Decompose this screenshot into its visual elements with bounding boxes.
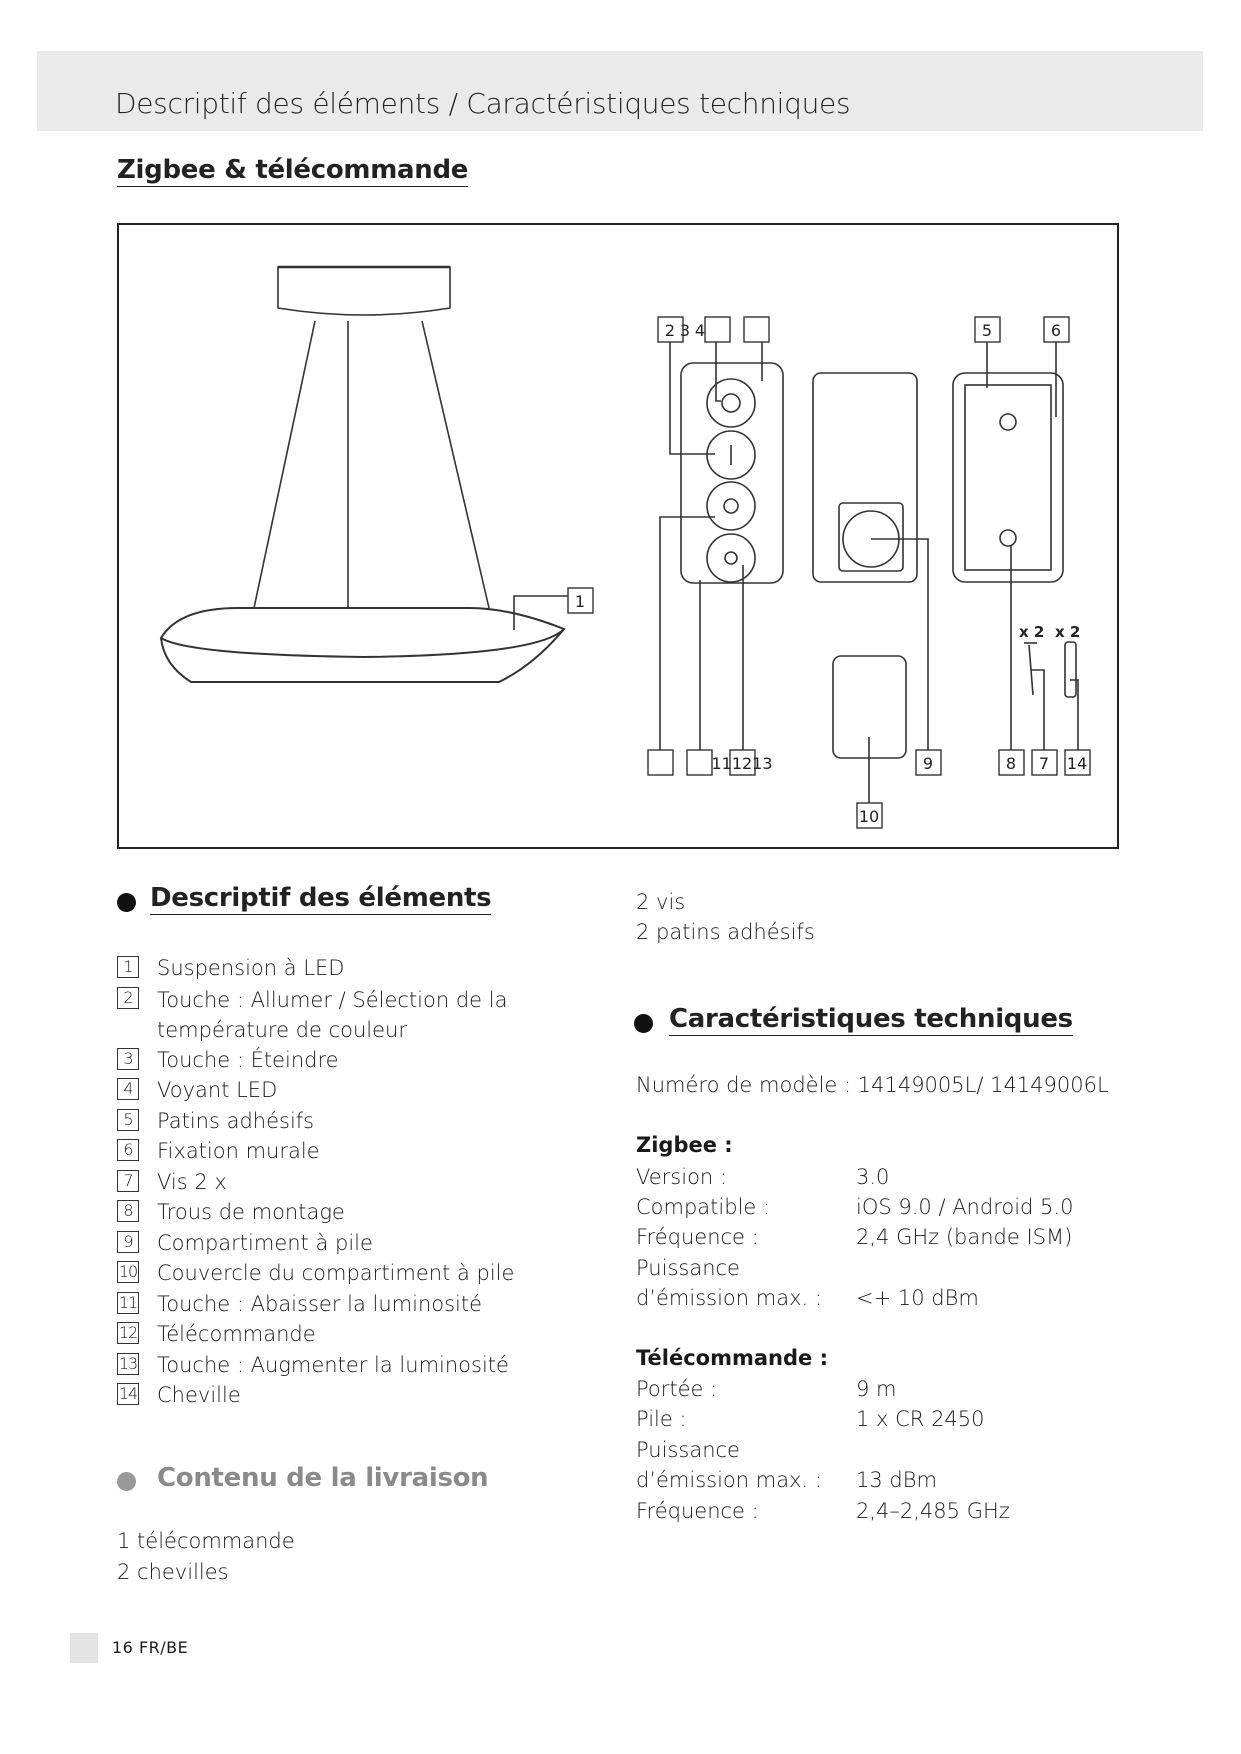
callout-8: 8 bbox=[1005, 754, 1017, 773]
callout-3: 3 bbox=[679, 321, 691, 340]
page-number: 16 FR/BE bbox=[112, 1638, 189, 1657]
spec-label: Puissance bbox=[636, 1438, 740, 1462]
item-text: Fixation murale bbox=[157, 1139, 320, 1163]
figure-section-title: Zigbee & télécommande bbox=[117, 155, 469, 185]
callout-4: 4 bbox=[694, 321, 706, 340]
delivery-title: Contenu de la livraison bbox=[157, 1463, 489, 1493]
spec-value: 2,4 GHz (bande ISM) bbox=[856, 1225, 1073, 1249]
item-number: 4 bbox=[117, 1078, 139, 1100]
qty-screws: x 2 bbox=[1019, 623, 1045, 641]
page-title: Descriptif des éléments / Caractéristiques techniques bbox=[115, 87, 851, 120]
description-title: Descriptif des éléments bbox=[150, 883, 492, 913]
btn-on bbox=[707, 379, 755, 427]
model-number: Numéro de modèle : 14149005L/ 14149006L bbox=[636, 1073, 1109, 1097]
item-number: 3 bbox=[117, 1048, 139, 1070]
delivery-item: 1 télécommande bbox=[117, 1529, 295, 1553]
item-number: 7 bbox=[117, 1170, 139, 1192]
spec-label: Fréquence : bbox=[636, 1225, 759, 1249]
callout-11-12-13: 111213 bbox=[711, 754, 773, 773]
btn-bright-up bbox=[707, 482, 755, 530]
callout-7: 7 bbox=[1038, 754, 1050, 773]
btn-bright-down bbox=[707, 534, 755, 582]
callout-14: 14 bbox=[1066, 754, 1088, 773]
figure-drawing bbox=[119, 225, 1116, 846]
spec-value: 9 m bbox=[856, 1377, 897, 1401]
item-number: 2 bbox=[117, 987, 139, 1009]
callout-9: 9 bbox=[922, 754, 934, 773]
wire-left bbox=[254, 321, 315, 608]
item-text: Touche : Allumer / Sélection de la température de couleur bbox=[157, 987, 508, 1042]
spec-value: iOS 9.0 / Android 5.0 bbox=[856, 1195, 1074, 1219]
delivery-item: 2 vis bbox=[636, 890, 686, 914]
dowel bbox=[1065, 642, 1076, 697]
item-text: Suspension à LED bbox=[157, 956, 345, 980]
item-text: Touche : Augmenter la luminosité bbox=[157, 1352, 509, 1377]
spec-label: Pile : bbox=[636, 1407, 687, 1431]
item-text: Voyant LED bbox=[157, 1078, 278, 1102]
header-band bbox=[37, 51, 1203, 131]
spec-label: Version : bbox=[636, 1165, 727, 1189]
spec-label: d’émission max. : bbox=[636, 1468, 822, 1492]
bullet-icon bbox=[117, 1472, 136, 1491]
item-number: 13 bbox=[118, 1353, 138, 1373]
item-number: 12 bbox=[118, 1323, 138, 1342]
lamp-canopy bbox=[278, 267, 450, 315]
spec-label: d’émission max. : bbox=[636, 1286, 822, 1310]
wire-right bbox=[422, 321, 489, 608]
spec-label: Fréquence : bbox=[636, 1499, 759, 1523]
item-text: Vis 2 x bbox=[157, 1169, 227, 1194]
callout-6: 6 bbox=[1050, 321, 1062, 340]
bullet-icon bbox=[634, 1014, 653, 1033]
item-number: 6 bbox=[117, 1139, 139, 1161]
item-text: Touche : Abaisser la luminosité bbox=[157, 1291, 483, 1316]
callout-10: 10 bbox=[858, 807, 880, 826]
qty-dowels: x 2 bbox=[1055, 623, 1081, 641]
spec-label: Puissance bbox=[636, 1256, 740, 1280]
spec-value: 13 dBm bbox=[856, 1468, 937, 1492]
spec-label: Portée : bbox=[636, 1377, 718, 1401]
footer-marker bbox=[70, 1633, 98, 1663]
item-text: Télécommande bbox=[157, 1322, 316, 1346]
item-number: 14 bbox=[118, 1384, 138, 1403]
spec-value: 1 x CR 2450 bbox=[856, 1407, 985, 1431]
item-number: 1 bbox=[117, 956, 139, 978]
remote-body bbox=[681, 363, 783, 583]
item-text: Trous de montage bbox=[157, 1200, 345, 1224]
callout-1: 1 bbox=[574, 592, 586, 611]
item-number: 11 bbox=[118, 1292, 138, 1312]
zigbee-title: Zigbee : bbox=[636, 1133, 733, 1157]
item-text: Compartiment à pile bbox=[157, 1230, 373, 1255]
item-text: Touche : Éteindre bbox=[157, 1047, 339, 1072]
bullet-icon bbox=[117, 893, 136, 912]
spec-value: 2,4–2,485 GHz bbox=[856, 1499, 1010, 1523]
spec-value: 3.0 bbox=[856, 1165, 890, 1189]
lamp-ring bbox=[161, 608, 564, 657]
delivery-item: 2 patins adhésifs bbox=[636, 920, 815, 944]
callout-5: 5 bbox=[981, 321, 993, 340]
spec-label: Compatible : bbox=[636, 1195, 771, 1219]
remote-title: Télécommande : bbox=[636, 1346, 828, 1370]
callout-2: 2 bbox=[664, 321, 676, 340]
item-number: 8 bbox=[117, 1200, 139, 1222]
delivery-item: 2 chevilles bbox=[117, 1560, 229, 1584]
item-number: 9 bbox=[117, 1231, 139, 1253]
specs-title: Caractéristiques techniques bbox=[669, 1004, 1073, 1034]
item-number: 5 bbox=[117, 1109, 139, 1131]
wall-mount bbox=[953, 373, 1063, 582]
spec-value: <+ 10 dBm bbox=[856, 1286, 979, 1310]
item-text: Cheville bbox=[157, 1383, 241, 1407]
item-text: Patins adhésifs bbox=[157, 1108, 315, 1133]
item-number: 10 bbox=[118, 1262, 138, 1281]
product-figure bbox=[117, 223, 1119, 849]
remote-back bbox=[813, 373, 917, 582]
item-text: Couvercle du compartiment à pile bbox=[157, 1261, 515, 1285]
